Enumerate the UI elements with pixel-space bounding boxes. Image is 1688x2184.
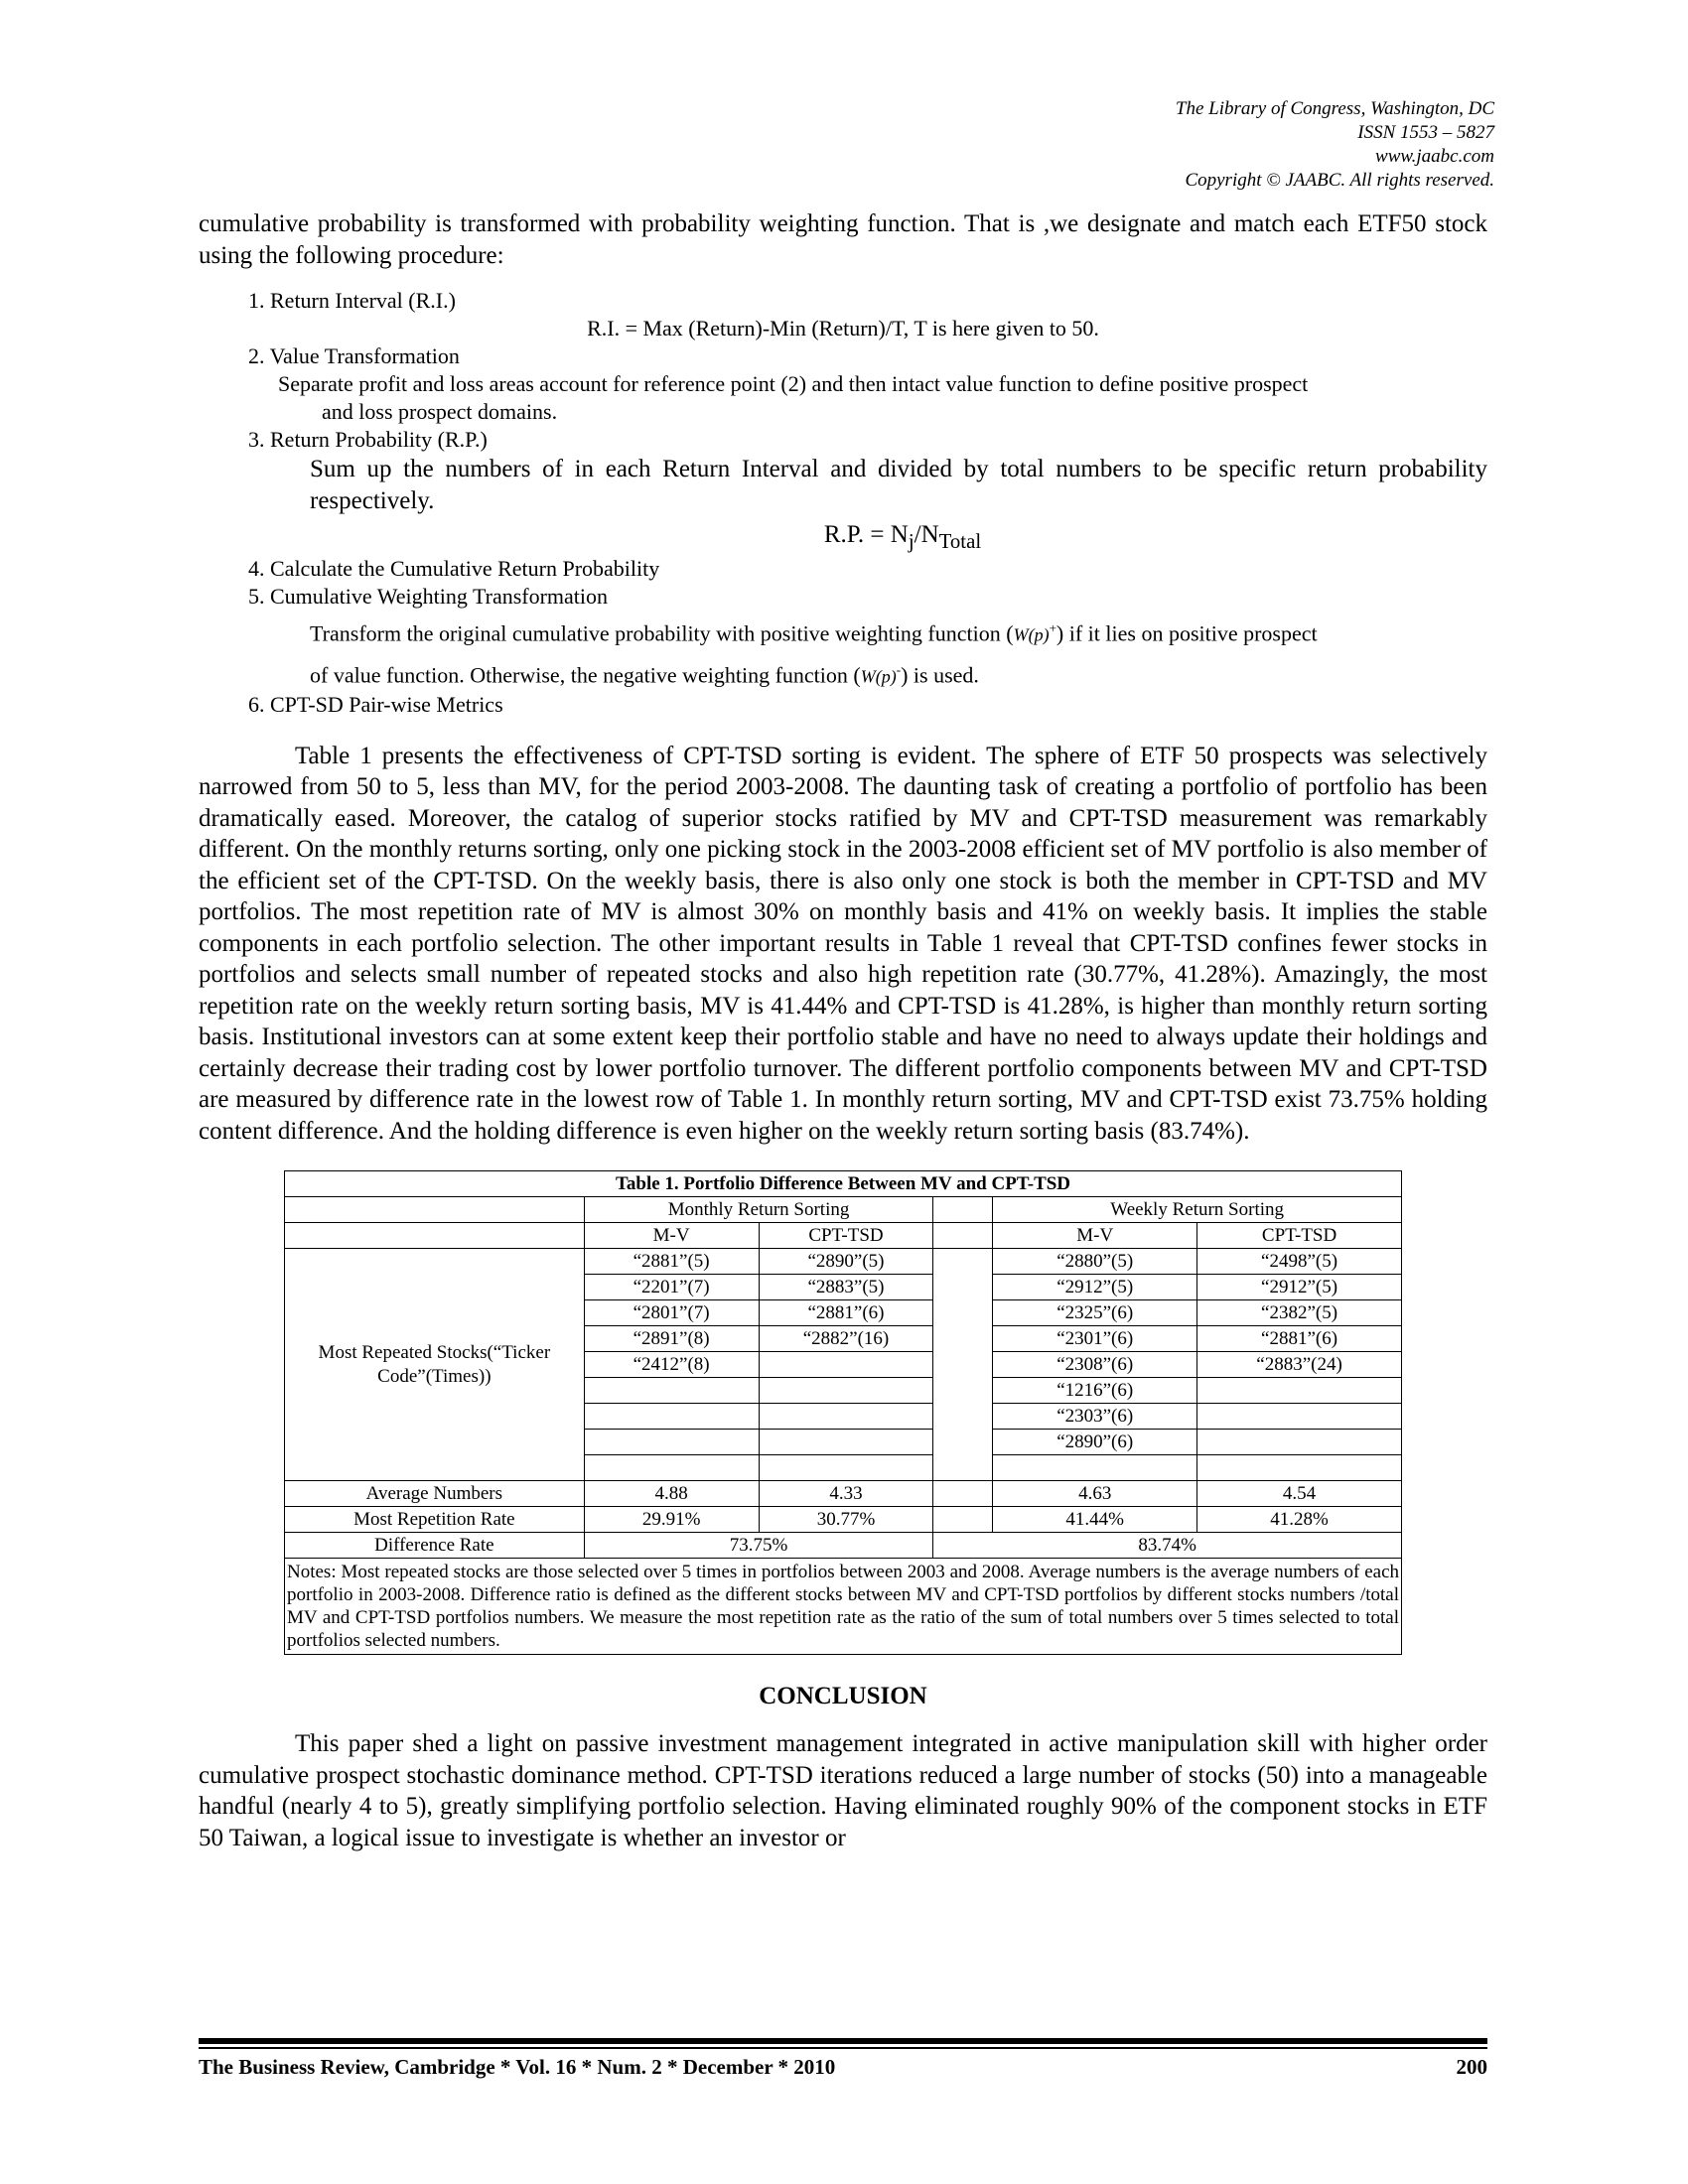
results-paragraph: Table 1 presents the effectiveness of CPT-TSD sorting is evident. The sphere of ETF 50 prospects was selectively narrowed from 50 to 5, less than MV, for the period 2003-2008. The daunting task of creating a portfolio of portfolio has been dramatically eased. Moreover, the catalog of superior stocks ratified by MV and CPT-TSD measurement was remarkably different. On the monthly returns sorting, only one picking stock in the 2003-2008 efficient set of MV portfolio is also member of the efficient set of the CPT-TSD. On the weekly basis, there is also only one stock is both the member in CPT-TSD and MV portfolios. The most repetition rate of MV is almost 30% on monthly basis and 41% on weekly basis. It implies the stable components in each portfolio selection. The other important results in Table 1 reveal that CPT-TSD confines fewer stocks in portfolios and selects small number of repeated stocks and also high repetition rate (30.77%, 41.28%). Amazingly, the most repetition rate on the weekly return sorting basis, MV is 41.44% and CPT-TSD is 41.28%, is higher than monthly return sorting basis. Institutional investors can at some extent keep their portfolio stable and have no need to always update their holdings and certainly decrease their trading cost by lower portfolio turnover. The different portfolio components between MV and CPT-TSD are measured by difference rate in the lowest row of Table 1. In monthly return sorting, MV and CPT-TSD exist 73.75% holding content difference. And the holding difference is even higher on the weekly return sorting basis (83.74%). [199, 742, 1487, 1145]
value-transformation-desc-cont: and loss prospect domains. [322, 399, 558, 424]
conclusion-heading: CONCLUSION [759, 1683, 927, 1710]
procedure-step-4: 4. Calculate the Cumulative Return Probability [248, 556, 660, 581]
col-monthly-cpt: CPT-TSD [759, 1223, 933, 1249]
page-number: 200 [1456, 2055, 1487, 2079]
return-probability-formula: R.P. = $N_j/N_{Total}$ [823, 521, 982, 553]
cell-monthly-cpt [759, 1352, 933, 1378]
cell-monthly-mv [584, 1378, 759, 1404]
procedure-list [199, 287, 1487, 719]
cell-rep-monthly-mv: 29.91% [584, 1507, 759, 1533]
cell-monthly-mv: “2201”(7) [584, 1275, 759, 1300]
table-spacer [933, 1223, 993, 1249]
row-label-average: Average Numbers [285, 1481, 585, 1507]
cell-monthly-cpt [759, 1404, 933, 1430]
portfolio-difference-table [284, 1170, 1402, 1655]
header-line-copyright: Copyright © JAABC. All rights reserved. [1185, 170, 1494, 191]
cell-weekly-cpt: “2883”(24) [1197, 1352, 1402, 1378]
cell-monthly-mv: “2881”(5) [584, 1249, 759, 1275]
cell-weekly-cpt: “2382”(5) [1197, 1300, 1402, 1326]
cell-diff-monthly: 73.75% [584, 1533, 933, 1559]
cell-avg-monthly-mv: 4.88 [584, 1481, 759, 1507]
cell-diff-weekly: 83.74% [933, 1533, 1402, 1559]
cell-weekly-mv: “2912”(5) [993, 1275, 1197, 1300]
table-row-average [285, 1481, 1402, 1507]
conclusion-paragraph: This paper shed a light on passive investment management integrated in active manipulation skill with higher order cumulative prospect stochastic dominance method. CPT-TSD iterations reduced a large number of stocks (50) into a manageable handful (nearly 4 to 5), greatly simplifying portfolio selection. Having eliminated roughly 90% of the component stocks in ETF 50 Taiwan, a logical issue to investigate is whether an investor or [199, 1730, 1487, 1851]
cell-weekly-mv: “2325”(6) [993, 1300, 1197, 1326]
cell-monthly-mv: “2412”(8) [584, 1352, 759, 1378]
intro-paragraph: cumulative probability is transformed with probability weighting function. That is ,we designate and match each ETF50 stock using the following procedure: [199, 210, 1487, 269]
cell-avg-weekly-cpt: 4.54 [1197, 1481, 1402, 1507]
footer-divider-thin [199, 2047, 1487, 2049]
col-weekly-cpt: CPT-TSD [1197, 1223, 1402, 1249]
positive-weighting-symbol: W(p) [1013, 624, 1050, 645]
return-interval-formula: R.I. = Max (Return)-Min (Return)/T, T is here given to 50. [587, 316, 1099, 341]
cell-rep-weekly-mv: 41.44% [993, 1507, 1197, 1533]
table-notes: Notes: Most repeated stocks are those selected over 5 times in portfolios between 2003 and 2008. Average numbers is the average numbers of each portfolio in 2003-2008. Difference ratio is defined as the different stocks between MV and CPT-TSD portfolios by different stocks numbers /total MV and CPT-TSD portfolios numbers. We measure the most repetition rate as the ratio of the sum of total numbers over 5 times selected to total portfolios selected numbers. [285, 1559, 1402, 1655]
cell-weekly-mv: “2303”(6) [993, 1404, 1197, 1430]
cell-weekly-mv: “2880”(5) [993, 1249, 1197, 1275]
procedure-step-5: 5. Cumulative Weighting Transformation [248, 584, 609, 609]
cell-monthly-cpt: “2883”(5) [759, 1275, 933, 1300]
cell-monthly-mv: “2801”(7) [584, 1300, 759, 1326]
negative-weighting-symbol: W(p) [860, 666, 897, 687]
procedure-step-6: 6. CPT-SD Pair-wise Metrics [248, 691, 503, 717]
cell-weekly-cpt [1197, 1455, 1402, 1481]
row-label-repetition: Most Repetition Rate [285, 1507, 585, 1533]
row-label-difference: Difference Rate [285, 1533, 585, 1559]
cell-monthly-cpt: “2881”(6) [759, 1300, 933, 1326]
table-group-weekly: Weekly Return Sorting [993, 1197, 1402, 1223]
table-spacer [933, 1249, 993, 1481]
table-row [285, 1249, 1402, 1275]
cell-monthly-mv: “2891”(8) [584, 1326, 759, 1352]
cell-monthly-cpt: “2890”(5) [759, 1249, 933, 1275]
procedure-step-2: 2. Value Transformation [248, 343, 460, 368]
cell-monthly-cpt [759, 1455, 933, 1481]
cell-weekly-mv: “1216”(6) [993, 1378, 1197, 1404]
cell-monthly-mv [584, 1430, 759, 1455]
table-header-empty [285, 1197, 585, 1223]
cell-weekly-cpt [1197, 1430, 1402, 1455]
cell-rep-weekly-cpt: 41.28% [1197, 1507, 1402, 1533]
weighting-transformation-desc-cont: of value function. Otherwise, the negative weighting function (W(p)-) is used. [310, 662, 979, 688]
cell-weekly-cpt [1197, 1378, 1402, 1404]
cell-monthly-cpt [759, 1378, 933, 1404]
cell-weekly-cpt: “2881”(6) [1197, 1326, 1402, 1352]
cell-weekly-cpt: “2912”(5) [1197, 1275, 1402, 1300]
header-line-library: The Library of Congress, Washington, DC [1175, 98, 1494, 119]
table-spacer [933, 1481, 993, 1507]
footer-divider-thick [199, 2038, 1487, 2044]
return-probability-desc: Sum up the numbers of in each Return Interval and divided by total numbers to be specific return probability respectively. [310, 456, 1487, 514]
cell-monthly-cpt: “2882”(16) [759, 1326, 933, 1352]
col-weekly-mv: M-V [993, 1223, 1197, 1249]
cell-weekly-mv [993, 1455, 1197, 1481]
cell-weekly-mv: “2890”(6) [993, 1430, 1197, 1455]
header-line-issn: ISSN 1553 – 5827 [1357, 122, 1494, 143]
running-header [1176, 97, 1494, 193]
table-row-repetition [285, 1507, 1402, 1533]
cell-monthly-mv [584, 1404, 759, 1430]
table-header-empty [285, 1223, 585, 1249]
weighting-transformation-desc: Transform the original cumulative probability with positive weighting function (W(p)+) if it lies on positive prospect [310, 620, 1318, 646]
table-title: Table 1. Portfolio Difference Between MV and CPT-TSD [285, 1171, 1402, 1197]
cell-monthly-cpt [759, 1430, 933, 1455]
table-spacer [933, 1507, 993, 1533]
table-group-monthly: Monthly Return Sorting [584, 1197, 933, 1223]
value-transformation-desc: Separate profit and loss areas account for reference point (2) and then intact value function to define positive prospect [278, 371, 1309, 396]
procedure-step-3: 3. Return Probability (R.P.) [248, 427, 488, 452]
cell-rep-monthly-cpt: 30.77% [759, 1507, 933, 1533]
page-content [199, 208, 1487, 1853]
cell-monthly-mv [584, 1455, 759, 1481]
table-spacer [933, 1197, 993, 1223]
header-line-website: www.jaabc.com [1375, 146, 1494, 167]
cell-avg-monthly-cpt: 4.33 [759, 1481, 933, 1507]
cell-avg-weekly-mv: 4.63 [993, 1481, 1197, 1507]
table-row-difference [285, 1533, 1402, 1559]
procedure-step-1: 1. Return Interval (R.I.) [248, 288, 456, 313]
footer-journal: The Business Review, Cambridge * Vol. 16 * Num. 2 * December * 2010 [199, 2055, 836, 2079]
cell-weekly-mv: “2301”(6) [993, 1326, 1197, 1352]
cell-weekly-cpt: “2498”(5) [1197, 1249, 1402, 1275]
cell-weekly-cpt [1197, 1404, 1402, 1430]
col-monthly-mv: M-V [584, 1223, 759, 1249]
cell-weekly-mv: “2308”(6) [993, 1352, 1197, 1378]
row-label-most-repeated: Most Repeated Stocks(“Ticker Code”(Times)) [285, 1249, 585, 1481]
